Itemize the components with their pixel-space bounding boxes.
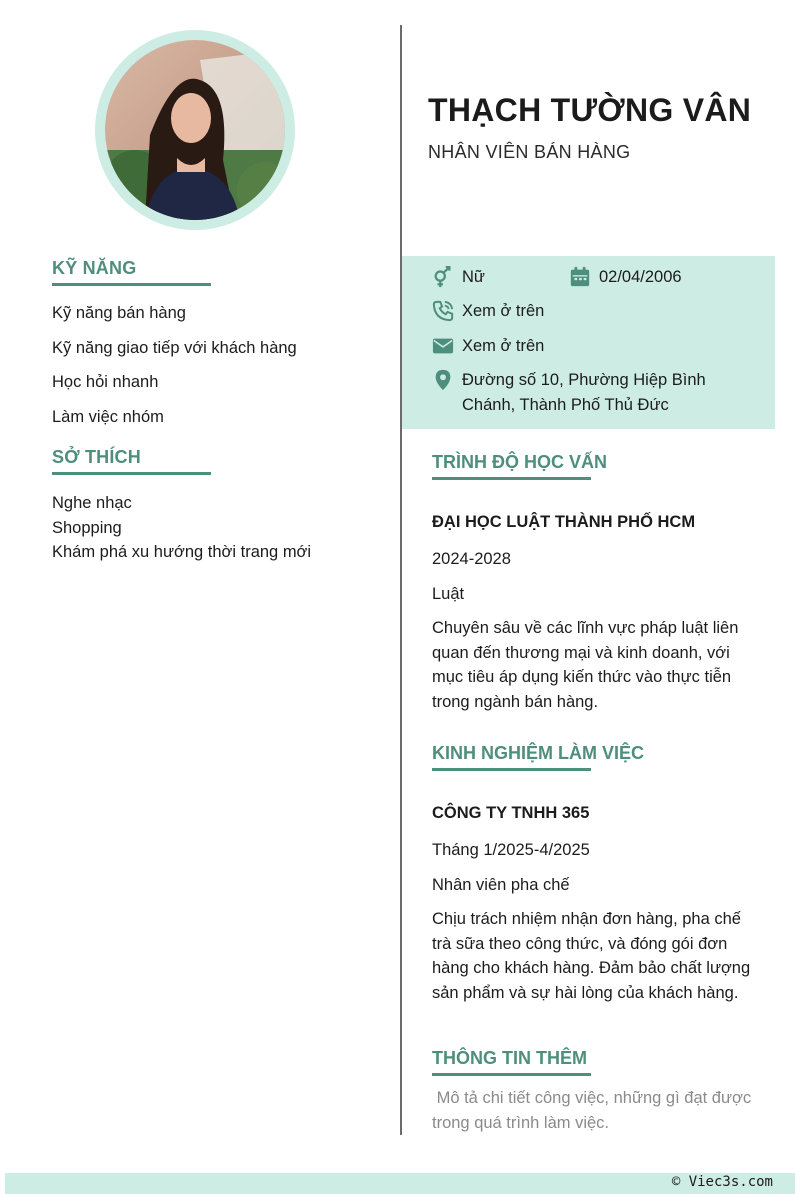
skill-item: Làm việc nhóm	[52, 407, 164, 426]
gender-row	[432, 265, 485, 290]
education-title: TRÌNH ĐỘ HỌC VẤN	[432, 452, 607, 472]
hobbies-section	[52, 447, 352, 475]
phone-row	[432, 299, 544, 324]
education-major: Luật	[432, 585, 465, 603]
education-school: ĐẠI HỌC LUẬT THÀNH PHỐ HCM	[432, 513, 696, 531]
experience-title: KINH NGHIỆM LÀM VIỆC	[432, 743, 645, 763]
address-block	[462, 368, 706, 418]
address-row	[432, 368, 706, 418]
experience-underline	[432, 768, 591, 771]
skill-item: Kỹ năng bán hàng	[52, 304, 186, 322]
skill-item: Học hỏi nhanh	[52, 373, 159, 391]
skill-item: Kỹ năng giao tiếp với khách hàng	[52, 338, 297, 357]
additional-placeholder: Mô tả chi tiết công việc, những gì đạt được trong quá trình làm việc.	[432, 1089, 756, 1132]
birthdate-value: 02/04/2006	[599, 268, 682, 286]
avatar-ring	[95, 30, 295, 230]
contact-panel	[402, 256, 775, 429]
email-row	[432, 334, 544, 359]
job-title: NHÂN VIÊN BÁN HÀNG	[428, 142, 631, 162]
birthdate-row	[569, 265, 682, 290]
hobbies-underline	[52, 472, 211, 475]
hobby-item: Nghe nhạc	[52, 494, 132, 512]
calendar-icon	[569, 266, 591, 288]
map-pin-icon	[432, 369, 454, 391]
additional-title: THÔNG TIN THÊM	[432, 1048, 587, 1068]
hobby-item: Khám phá xu hướng thời trang mới	[52, 543, 312, 561]
avatar-photo	[105, 40, 285, 220]
avatar	[105, 40, 285, 220]
candidate-name: THẠCH TƯỜNG VÂN	[428, 92, 752, 128]
education-underline	[432, 477, 591, 480]
phone-value: Xem ở trên	[462, 302, 545, 320]
envelope-icon	[432, 335, 454, 357]
address-line: Đường số 10, Phường Hiệp Bình	[462, 371, 706, 389]
experience-company: CÔNG TY TNHH 365	[432, 804, 590, 822]
footer-credit: © Viec3s.com	[671, 1174, 773, 1190]
experience-description: Chịu trách nhiệm nhận đơn hàng, pha chế trà sữa theo công thức, và đóng gói đơn hàng cho khách hàng. Đảm bảo chất lượng sản phẩm và sự hài lòng của khách hàng.	[432, 910, 751, 1002]
footer-bar	[5, 1173, 795, 1194]
column-divider	[400, 25, 402, 1135]
education-period: 2024-2028	[432, 550, 511, 568]
address-line: Chánh, Thành Phố Thủ Đức	[462, 396, 669, 414]
email-value: Xem ở trên	[462, 337, 545, 355]
phone-icon	[432, 300, 454, 322]
additional-underline	[432, 1073, 591, 1076]
skills-title: KỸ NĂNG	[52, 258, 137, 278]
skills-list	[52, 303, 297, 441]
gender-icon	[432, 266, 454, 288]
experience-period: Tháng 1/2025-4/2025	[432, 841, 590, 859]
skills-section	[52, 258, 352, 286]
education-description: Chuyên sâu về các lĩnh vực pháp luật liên quan đến thương mại và kinh doanh, với mục tiêu áp dụng kiến thức vào thực tiễn trong ngành bán hàng.	[432, 619, 739, 711]
gender-value: Nữ	[462, 268, 485, 286]
experience-role: Nhân viên pha chế	[432, 876, 570, 894]
hobbies-list	[52, 493, 311, 567]
hobby-item: Shopping	[52, 518, 122, 537]
hobbies-title: SỞ THÍCH	[52, 447, 141, 467]
skills-underline	[52, 283, 211, 286]
